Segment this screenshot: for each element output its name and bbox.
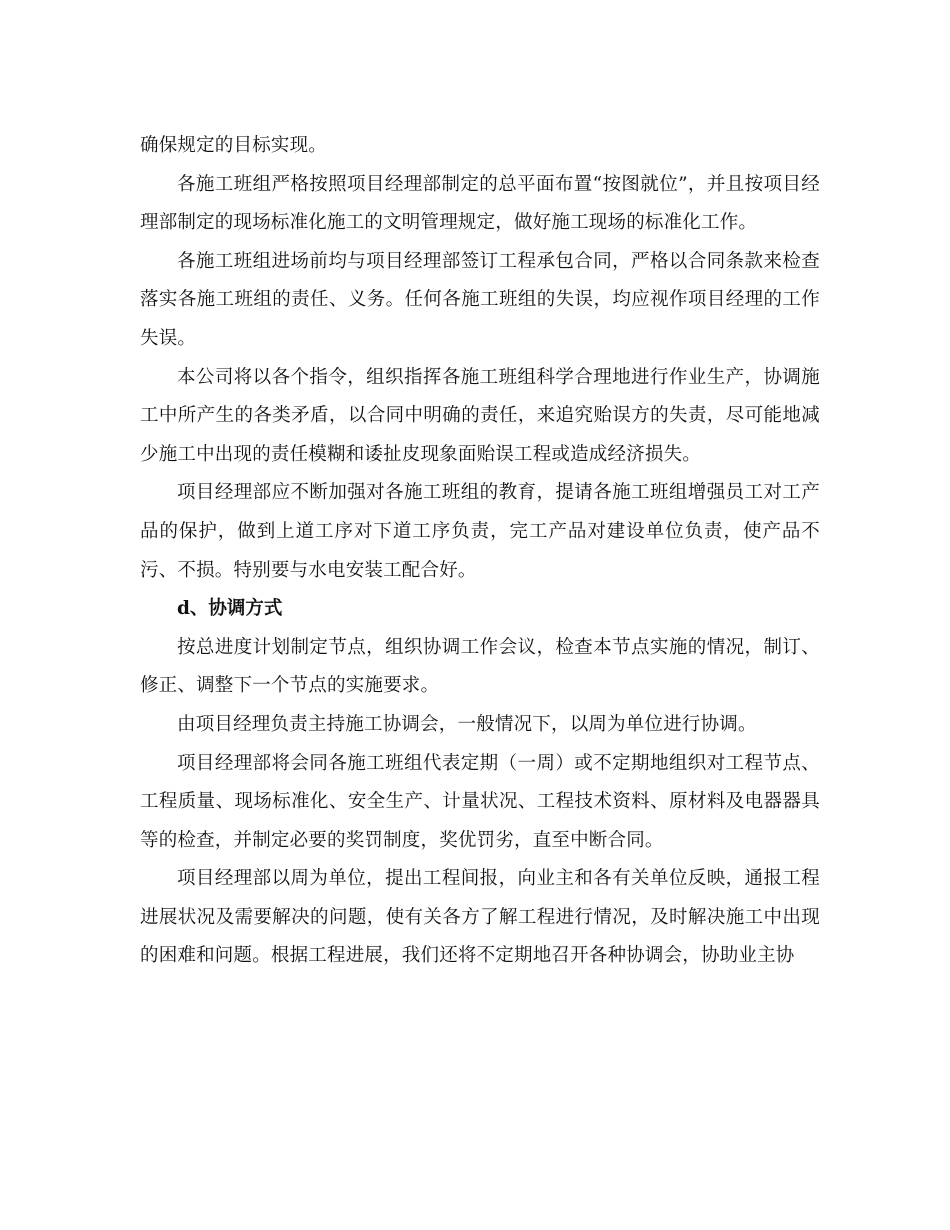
- paragraph-inspections: 项目经理部将会同各施工班组代表定期（一周）或不定期地组织对工程节点、工程质量、现场标准化、安全生产、计量状况、工程技术资料、原材料及电器器具等的检查，并制定必要的奖罚制度，奖优罚劣，直至中断合同。: [140, 752, 820, 851]
- section-heading-coordination: d、协调方式: [177, 598, 283, 620]
- paragraph-weekly-coordination: 由项目经理负责主持施工协调会，一般情况下，以周为单位进行协调。: [177, 713, 757, 735]
- document-body: [140, 127, 820, 976]
- paragraph-weekly-report: 项目经理部以周为单位，提出工程间报，向业主和各有关单位反映，通报工程进展状况及需要解决的问题，使有关各方了解工程进行情况，及时解决施工中出现的困难和问题。根据工程进展，我们还将不定期地召开各种协调会，协助业主协: [140, 868, 820, 967]
- paragraph-layout-compliance: 各施工班组严格按照项目经理部制定的总平面布置“按图就位”，并且按项目经理部制定的现场标准化施工的文明管理规定，做好施工现场的标准化工作。: [140, 173, 820, 234]
- paragraph-milestone-meetings: 按总进度计划制定节点，组织协调工作会议，检查本节点实施的情况，制订、修正、调整下一个节点的实施要求。: [140, 636, 820, 697]
- paragraph-product-protection: 项目经理部应不断加强对各施工班组的教育，提请各施工班组增强员工对工产品的保护，做到上道工序对下道工序负责，完工产品对建设单位负责，使产品不污、不损。特别要与水电安装工配合好。: [140, 482, 820, 581]
- paragraph-company-directive: 本公司将以各个指令，组织指挥各施工班组科学合理地进行作业生产，协调施工中所产生的各类矛盾，以合同中明确的责任，来追究贻误方的失责，尽可能地减少施工中出现的责任模糊和诿扯皮现象面贻误工程或造成经济损失。: [140, 366, 820, 465]
- paragraph-contract-responsibility: 各施工班组进场前均与项目经理部签订工程承包合同，严格以合同条款来检查落实各施工班组的责任、义务。任何各施工班组的失误，均应视作项目经理的工作失误。: [140, 250, 820, 349]
- paragraph-continuation: 确保规定的目标实现。: [140, 135, 328, 156]
